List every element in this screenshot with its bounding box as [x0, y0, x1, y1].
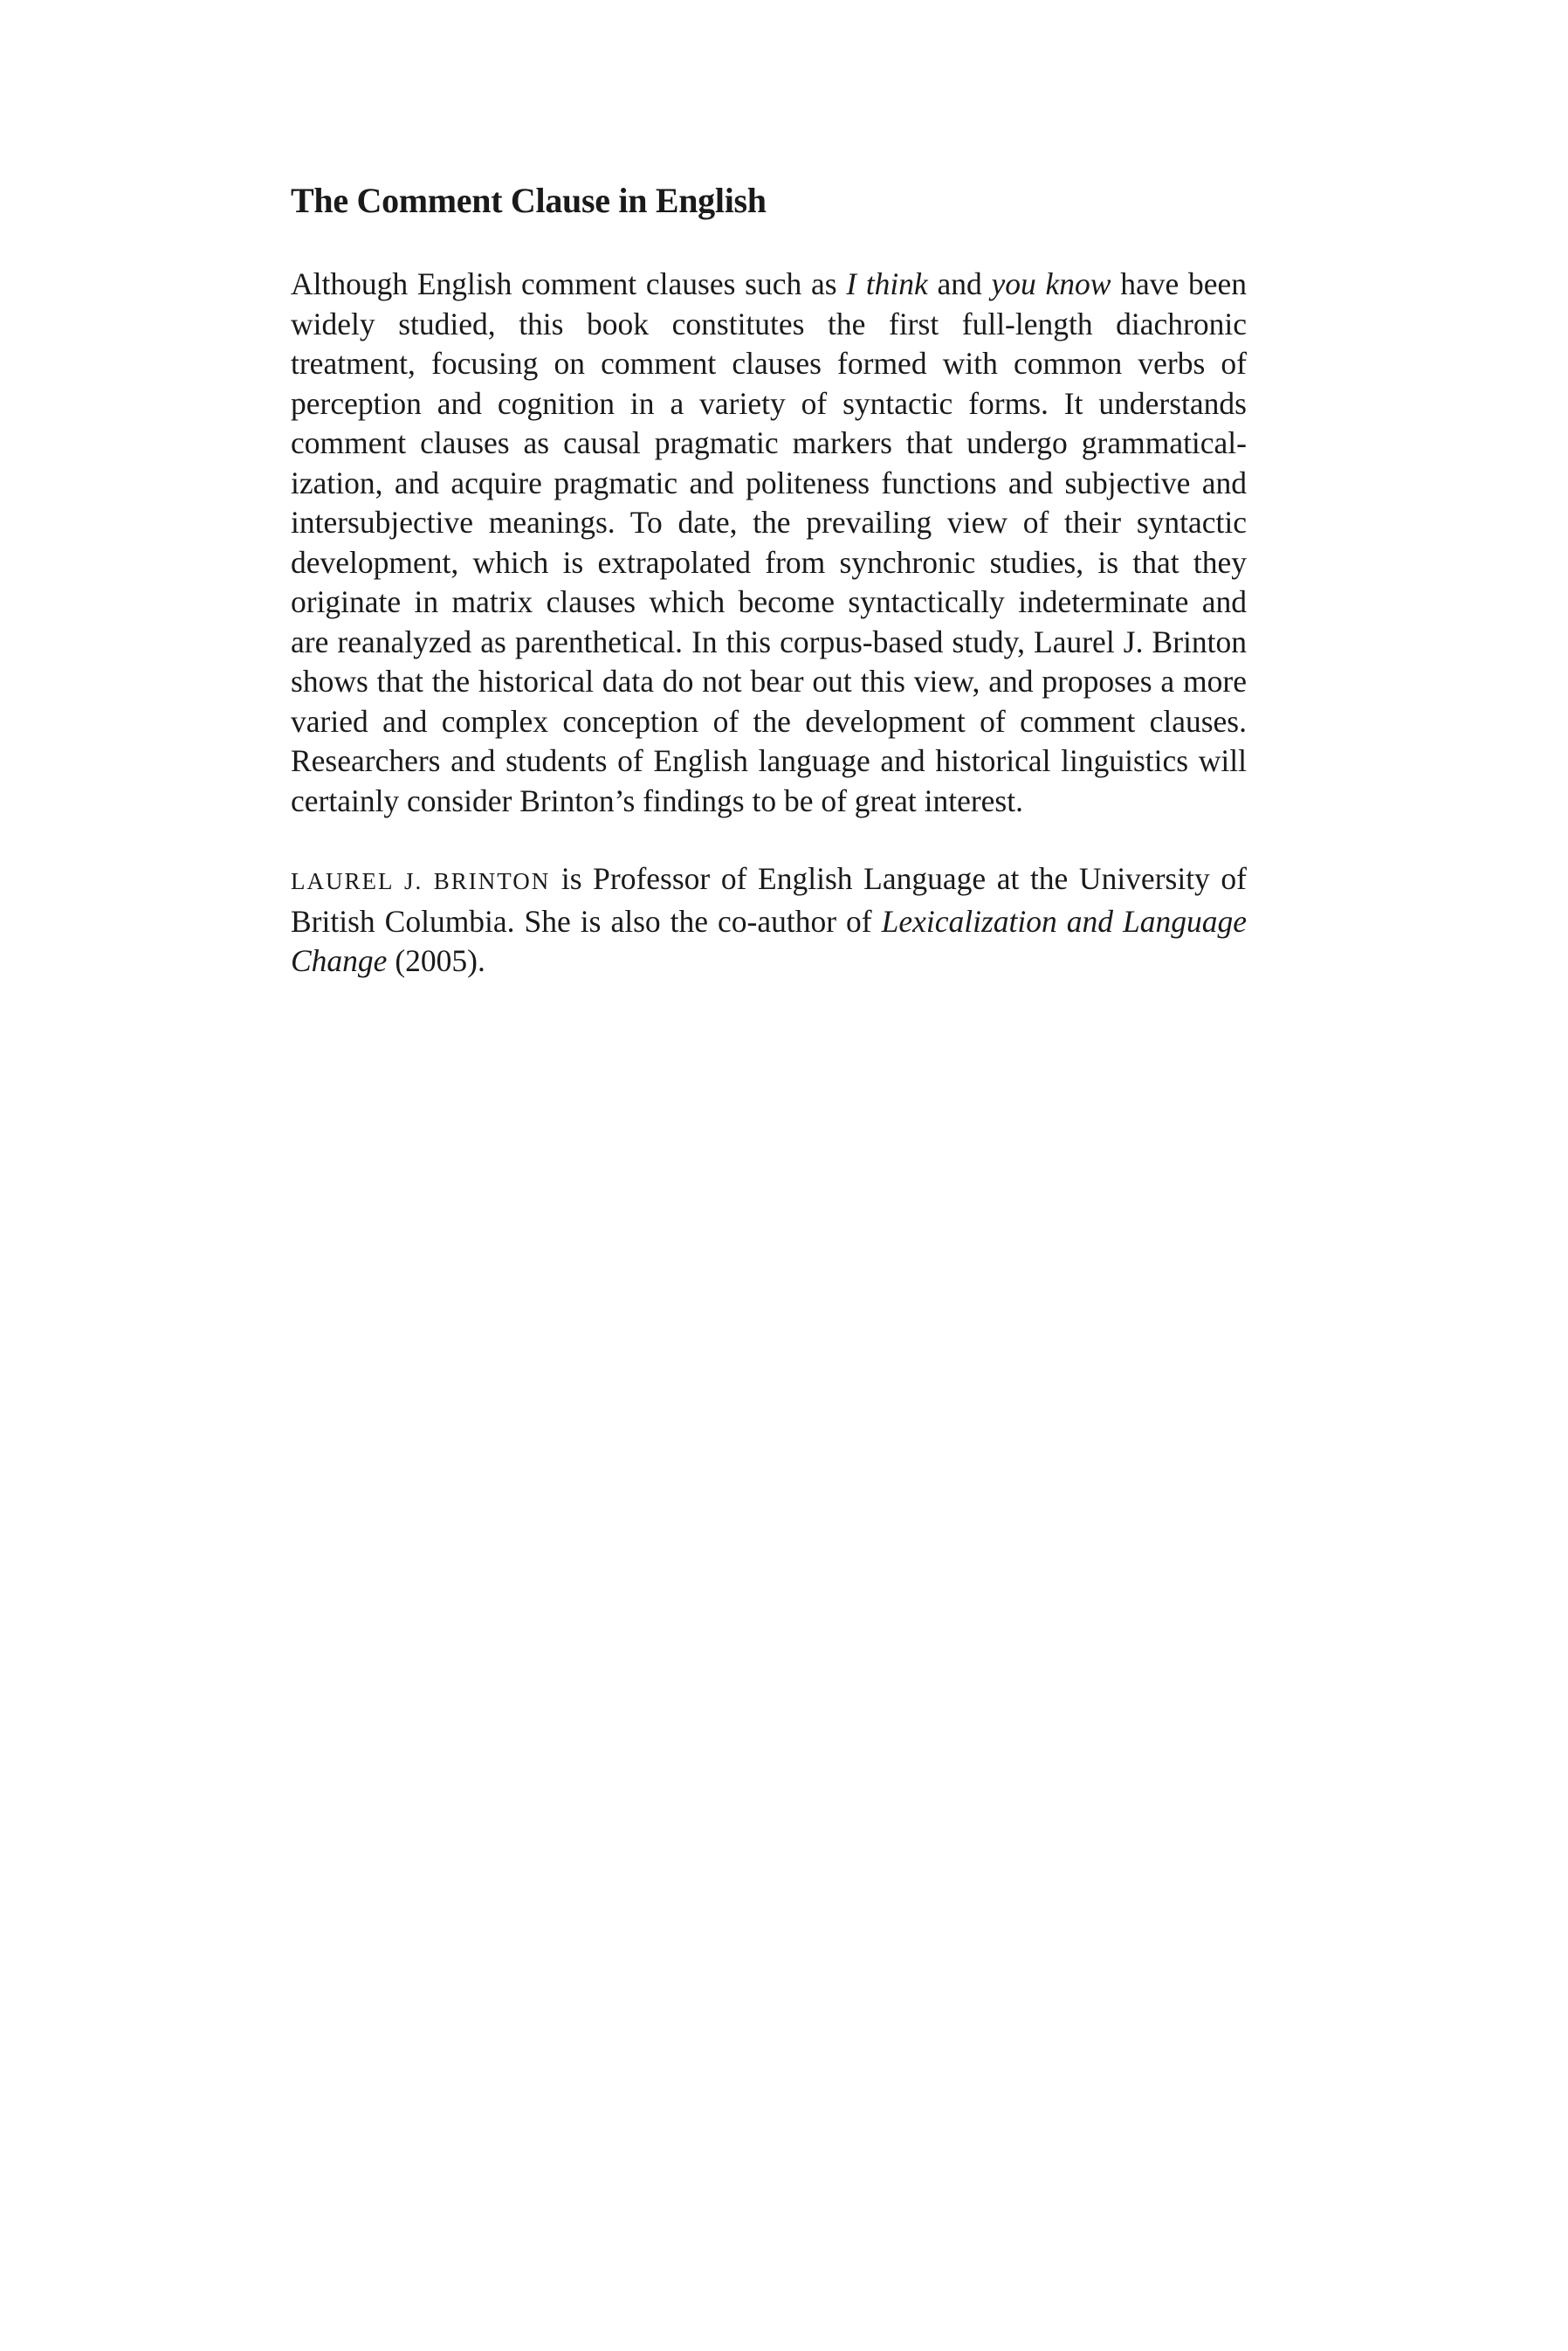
book-description [291, 265, 1247, 821]
description-text-1: Although English comment clauses such as [291, 266, 847, 301]
page-title: The Comment Clause in English [291, 181, 767, 220]
description-text-3: have been widely studied, this book constitutes the first full-length diachronic treatment, focusing on comment clauses formed with common verbs of perception and cognition in a variety of syntactic forms. It understands comment clauses as causal pragmatic markers that undergo grammaticalization, and acquire pragmatic and politeness functions and subjective and intersubjective meanings. To date, the prevailing view of their syntactic development, which is extrapolated from synchronic studies, is that they originate in matrix clauses which become syntactically indeterminate and are reanalyzed as parenthetical. In this corpus-based study, Laurel J. Brinton shows that the historical data do not bear out this view, and proposes a more varied and complex conception of the development of comment clauses. Researchers and students of English language and historical linguistics will certainly consider Brinton’s findings to be of great interest. [291, 266, 1247, 818]
description-text-2: and [927, 266, 992, 301]
author-bio-text-2: (2005). [387, 943, 485, 978]
example-you-know: you know [991, 266, 1111, 301]
author-name: LAUREL J. BRINTON [291, 868, 551, 894]
author-bio-text-1: is Professor of English Language at the University of British Columbia. She is also the co-author of [291, 861, 1247, 939]
author-bio [291, 859, 1247, 982]
content-block [291, 179, 1247, 982]
coauthored-book-title: Lexicalization and Language Change [291, 903, 1247, 978]
example-i-think: I think [846, 266, 928, 301]
